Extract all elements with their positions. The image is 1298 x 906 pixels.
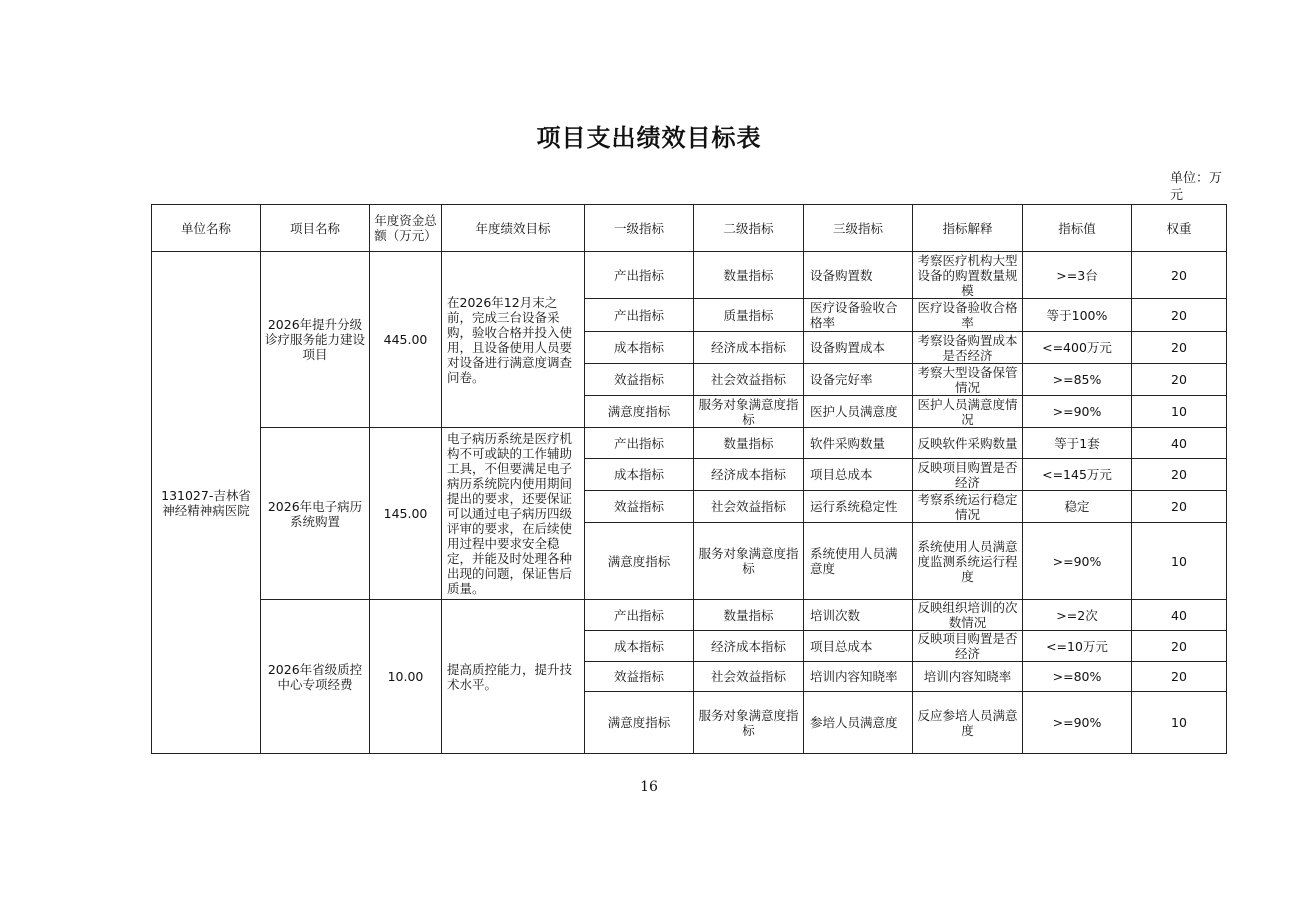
level2-cell: 数量指标 [694,252,804,299]
unit-name-cell: 131027-吉林省神经精神病医院 [152,252,261,754]
level3-cell: 医护人员满意度 [804,396,913,428]
level1-cell: 成本指标 [585,332,694,364]
explanation-cell: 考察系统运行稳定情况 [913,491,1023,523]
explanation-cell: 反应参培人员满意度 [913,692,1023,754]
explanation-cell: 医疗设备验收合格率 [913,299,1023,332]
level3-cell: 设备完好率 [804,364,913,396]
value-cell: 等于100% [1023,299,1132,332]
level2-cell: 质量指标 [694,299,804,332]
header-cell-weight: 权重 [1132,205,1227,252]
explanation-cell: 培训内容知晓率 [913,662,1023,692]
level2-cell: 数量指标 [694,428,804,459]
level3-cell: 培训次数 [804,600,913,631]
explanation-cell: 考察设备购置成本是否经济 [913,332,1023,364]
explanation-cell: 系统使用人员满意度监测系统运行程度 [913,523,1023,600]
level1-cell: 满意度指标 [585,692,694,754]
level3-cell: 医疗设备验收合格率 [804,299,913,332]
value-cell: <=400万元 [1023,332,1132,364]
level2-cell: 社会效益指标 [694,491,804,523]
level2-cell: 经济成本指标 [694,459,804,491]
weight-cell: 20 [1132,662,1227,692]
value-cell: >=90% [1023,692,1132,754]
header-cell-level3: 三级指标 [804,205,913,252]
table-row [152,600,1227,631]
project-name-cell: 2026年省级质控中心专项经费 [261,600,370,754]
weight-cell: 20 [1132,459,1227,491]
level3-cell: 设备购置数 [804,252,913,299]
goal-cell: 提高质控能力，提升技术水平。 [442,600,585,754]
level2-cell: 经济成本指标 [694,631,804,662]
level1-cell: 产出指标 [585,600,694,631]
value-cell: >=80% [1023,662,1132,692]
amount-cell: 145.00 [370,428,442,600]
weight-cell: 20 [1132,364,1227,396]
project-name-cell: 2026年电子病历系统购置 [261,428,370,600]
header-cell-explanation: 指标解释 [913,205,1023,252]
performance-table [151,204,1227,754]
level3-cell: 设备购置成本 [804,332,913,364]
unit-label: 单位：万元 [1170,171,1223,203]
value-cell: >=90% [1023,396,1132,428]
value-cell: 等于1套 [1023,428,1132,459]
weight-cell: 20 [1132,631,1227,662]
level1-cell: 成本指标 [585,631,694,662]
explanation-cell: 反映组织培训的次数情况 [913,600,1023,631]
level3-cell: 系统使用人员满意度 [804,523,913,600]
explanation-cell: 反映项目购置是否经济 [913,459,1023,491]
header-cell-unit-name: 单位名称 [152,205,261,252]
page-title: 项目支出绩效目标表 [536,124,762,152]
explanation-cell: 考察大型设备保管情况 [913,364,1023,396]
level3-cell: 项目总成本 [804,631,913,662]
explanation-cell: 反映软件采购数量 [913,428,1023,459]
value-cell: >=90% [1023,523,1132,600]
value-cell: >=85% [1023,364,1132,396]
level3-cell: 培训内容知晓率 [804,662,913,692]
level2-cell: 服务对象满意度指标 [694,523,804,600]
amount-cell: 10.00 [370,600,442,754]
level2-cell: 数量指标 [694,600,804,631]
goal-cell: 在2026年12月末之前，完成三台设备采购，验收合格并投入使用，且设备使用人员要对设备进行满意度调查问卷。 [442,252,585,428]
level1-cell: 效益指标 [585,364,694,396]
weight-cell: 20 [1132,491,1227,523]
header-cell-level2: 二级指标 [694,205,804,252]
explanation-cell: 考察医疗机构大型设备的购置数量规模 [913,252,1023,299]
level2-cell: 社会效益指标 [694,662,804,692]
level1-cell: 产出指标 [585,428,694,459]
level1-cell: 产出指标 [585,299,694,332]
weight-cell: 40 [1132,600,1227,631]
level1-cell: 效益指标 [585,662,694,692]
level2-cell: 服务对象满意度指标 [694,692,804,754]
header-cell-amount: 年度资金总额（万元） [370,205,442,252]
value-cell: <=10万元 [1023,631,1132,662]
table-row [152,428,1227,459]
level1-cell: 满意度指标 [585,523,694,600]
value-cell: >=3台 [1023,252,1132,299]
project-name-cell: 2026年提升分级诊疗服务能力建设项目 [261,252,370,428]
level2-cell: 经济成本指标 [694,332,804,364]
page-number: 16 [640,779,658,795]
table-row [152,252,1227,299]
explanation-cell: 医护人员满意度情况 [913,396,1023,428]
weight-cell: 10 [1132,692,1227,754]
weight-cell: 40 [1132,428,1227,459]
header-cell-project-name: 项目名称 [261,205,370,252]
value-cell: <=145万元 [1023,459,1132,491]
weight-cell: 20 [1132,299,1227,332]
level1-cell: 成本指标 [585,459,694,491]
level3-cell: 运行系统稳定性 [804,491,913,523]
weight-cell: 20 [1132,252,1227,299]
header-row [152,205,1227,252]
header-cell-level1: 一级指标 [585,205,694,252]
weight-cell: 20 [1132,332,1227,364]
level1-cell: 满意度指标 [585,396,694,428]
level1-cell: 产出指标 [585,252,694,299]
header-cell-value: 指标值 [1023,205,1132,252]
level3-cell: 项目总成本 [804,459,913,491]
level1-cell: 效益指标 [585,491,694,523]
explanation-cell: 反映项目购置是否经济 [913,631,1023,662]
value-cell: 稳定 [1023,491,1132,523]
level3-cell: 软件采购数量 [804,428,913,459]
level2-cell: 社会效益指标 [694,364,804,396]
value-cell: >=2次 [1023,600,1132,631]
weight-cell: 10 [1132,396,1227,428]
level2-cell: 服务对象满意度指标 [694,396,804,428]
weight-cell: 10 [1132,523,1227,600]
goal-cell: 电子病历系统是医疗机构不可或缺的工作辅助工具，不但要满足电子病历系统院内使用期间提出的要求，还要保证可以通过电子病历四级评审的要求，在后续使用过程中要求安全稳定，并能及时处理各种出现的问题，保证售后质量。 [442,428,585,600]
level3-cell: 参培人员满意度 [804,692,913,754]
amount-cell: 445.00 [370,252,442,428]
header-cell-goal: 年度绩效目标 [442,205,585,252]
